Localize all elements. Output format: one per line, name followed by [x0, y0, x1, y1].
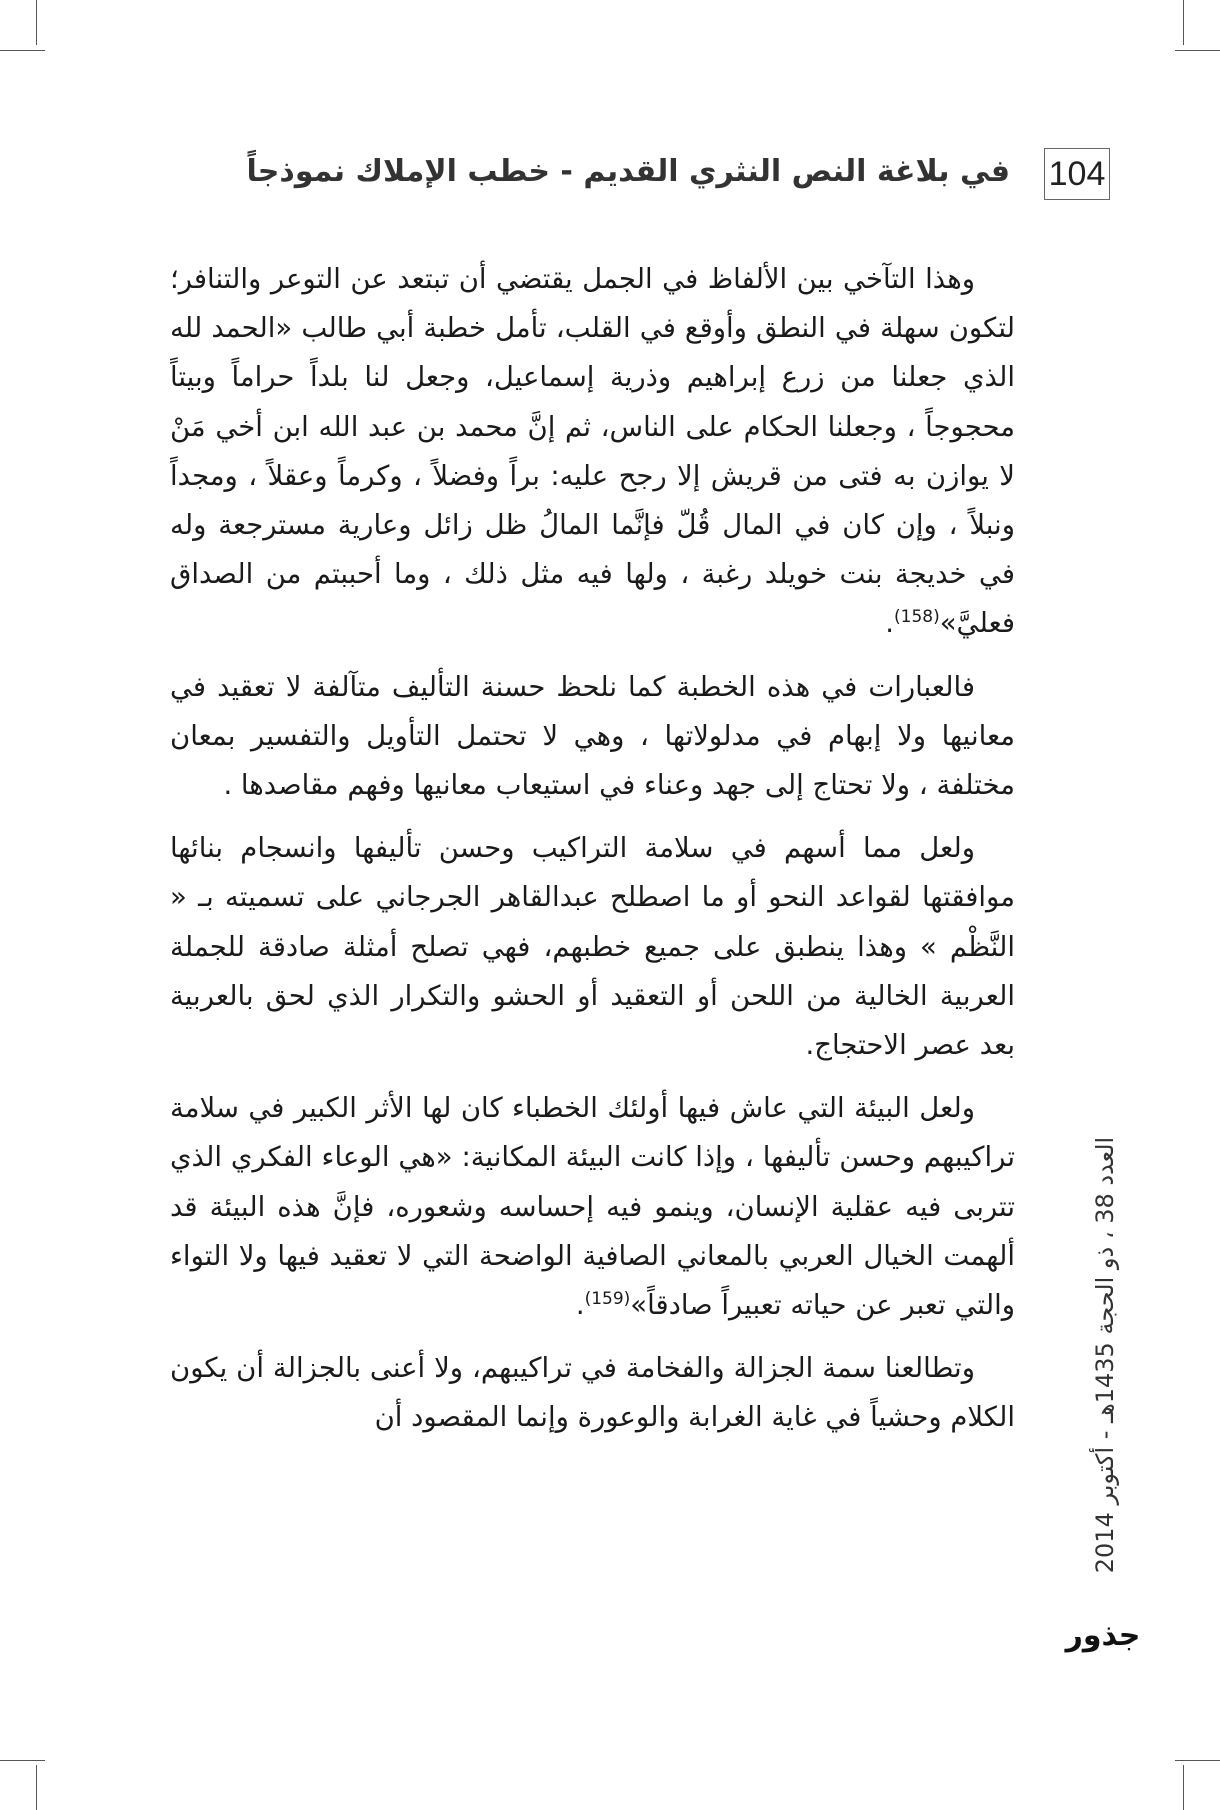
running-title: في بلاغة النص النثري القديم - خطب الإملاك نموذجاً [246, 154, 1010, 189]
crop-mark [0, 50, 45, 51]
paragraph-1 [170, 255, 1015, 649]
paragraph-text: ولعل البيئة التي عاش فيها أولئك الخطباء كان لها الأثر الكبير في سلامة تراكيبهم وحسن تأليفها ، وإذا كانت البيئة المكانية: «هي الوعاء الفكري الذي تتربى فيه عقلية الإنسان، وينمو فيه إحساسه وشعوره، فإنَّ هذه البيئة قد ألهمت الخيال العربي بالمعاني الصافية الواضحة التي لا تعقيد فيها ولا التواء والتي تعبر عن حياته تعبيراً صادقاً» [170, 1092, 1015, 1322]
crop-mark [1175, 50, 1220, 51]
footnote-ref-159: (159) [584, 1288, 631, 1309]
issue-info [1085, 1100, 1125, 1610]
crop-mark [0, 1760, 45, 1761]
crop-mark [1183, 0, 1184, 45]
issue-info-text: العدد 38 ، ذو الحجة 1435هـ - أكتوبر 2014 [1091, 1136, 1119, 1574]
journal-logo: جذور [1065, 1618, 1141, 1653]
page-header [246, 148, 1110, 203]
paragraph-5: وتطالعنا سمة الجزالة والفخامة في تراكيبهم، ولا أعنى بالجزالة أن يكون الكلام وحشياً في غاية الغرابة والوعورة وإنما المقصود أن [170, 1352, 1015, 1434]
footnote-ref-158: (158) [894, 607, 940, 628]
crop-mark [1175, 1760, 1220, 1761]
paragraph-3: ولعل مما أسهم في سلامة التراكيب وحسن تأليفها وانسجام بنائها موافقتها لقواعد النحو أو ما اصطلح عبدالقاهر الجرجاني على تسميته بـ « النَّظْم » وهذا ينطبق على جميع خطبهم، فهي تصلح أمثلة صادقة للجملة العربية الخالية من اللحن أو التعقيد أو الحشو والتكرار الذي لحق بالعربية بعد عصر الاحتجاج. [170, 832, 1015, 1062]
paragraph-end: . [575, 1289, 585, 1322]
crop-mark [36, 1765, 37, 1810]
paragraph-end: . [885, 607, 894, 640]
article-body [170, 255, 1015, 1457]
crop-mark [36, 0, 37, 45]
paragraph-2: فالعبارات في هذه الخطبة كما نلحظ حسنة التأليف متآلفة لا تعقيد في معانيها ولا إبهام في مدلولاتها ، وهي لا تحتمل التأويل والتفسير بمعان مختلفة ، ولا تحتاج إلى جهد وعناء في استيعاب معانيها وفهم مقاصدها . [170, 670, 1015, 802]
page-number: 104 [1044, 148, 1110, 200]
paragraph-4 [170, 1084, 1015, 1330]
paragraph-text: وهذا التآخي بين الألفاظ في الجمل يقتضي أن تبتعد عن التوعر والتنافر؛ لتكون سهلة في النطق وأوقع في القلب، تأمل خطبة أبي طالب «الحمد لله الذي جعلنا من زرع إبراهيم وذرية إسماعيل، وجعل لنا بلداً حراماً وبيتاً محجوجاً ، وجعلنا الحكام على الناس، ثم إنَّ محمد بن عبد الله ابن أخي مَنْ لا يوازن به فتى من قريش إلا رجح عليه: براً وفضلاً ، وكرماً وعقلاً ، ومجداً ونبلاً ، وإن كان في المال قُلّ فإنَّما المالُ ظل زائل وعارية مسترجعة وله في خديجة بنت خويلد رغبة ، ولها فيه مثل ذلك ، وما أحببتم من الصداق فعليَّ» [170, 263, 1015, 640]
crop-mark [1183, 1765, 1184, 1810]
